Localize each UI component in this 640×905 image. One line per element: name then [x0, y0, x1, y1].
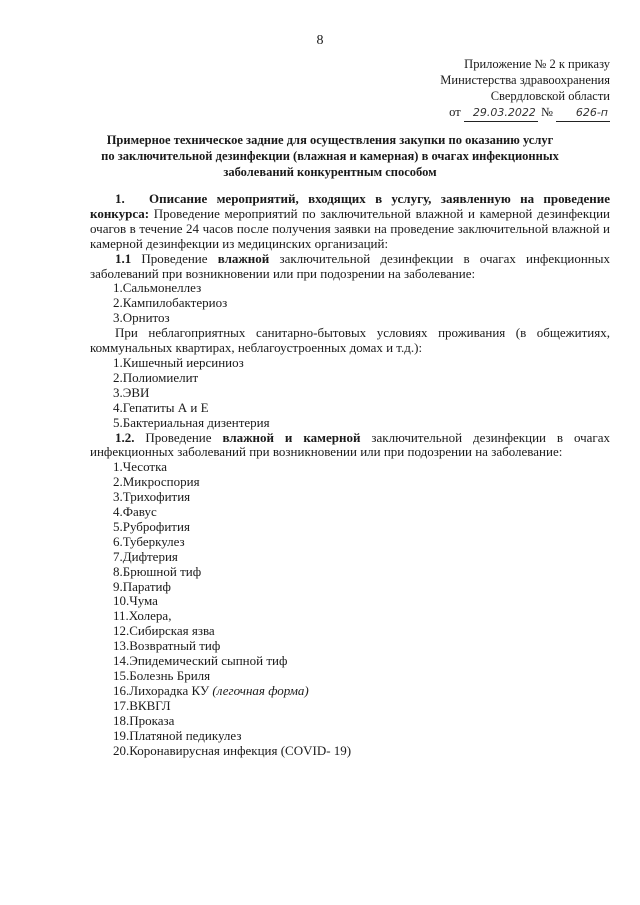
subsection-1-1-text-before: Проведение	[141, 250, 208, 266]
subsection-1-1-bold: влажной	[217, 250, 270, 266]
handwritten-number: 626-п	[556, 105, 610, 122]
list-item: 10.Чума	[113, 593, 158, 609]
section-1-heading: Описание мероприятий, входящих в услугу, заявленную на проведение конкурса:	[90, 191, 610, 221]
list-item: 1.Кишечный иерсиниоз	[113, 354, 244, 370]
appendix-line-2: Министерства здравоохранения	[440, 73, 610, 87]
subsection-1-2-paragraph	[90, 431, 610, 461]
list-item: 3.Орнитоз	[113, 310, 170, 326]
list-item: 17.ВКВГЛ	[113, 697, 171, 713]
page-number: 8	[316, 33, 324, 48]
item-16-italic: (легочная форма)	[212, 682, 309, 698]
title-line-3: заболеваний конкурентным способом	[223, 165, 437, 179]
list-item: 2.Микроспория	[113, 474, 200, 490]
subsection-1-1-text-after: заключительной дезинфекции в очагах инфекционных заболеваний при возникновении или при подозрении на заболевание:	[90, 250, 611, 281]
appendix-header	[440, 56, 610, 122]
unfavorable-conditions-paragraph: При неблагоприятных санитарно-бытовых условиях проживания (в общежитиях, коммунальных квартирах, неблагоустроенных домах и т.д.):	[90, 325, 610, 356]
document-body	[90, 192, 610, 758]
list-1-1	[90, 281, 610, 326]
subsection-1-2-text-before: Проведение	[145, 429, 212, 445]
list-item: 12.Сибирская язва	[113, 623, 215, 639]
list-item: 3.Трихофития	[113, 489, 191, 505]
handwritten-date: 29.03.2022	[464, 105, 538, 122]
list-item: 19.Платяной педикулез	[113, 727, 242, 743]
list-1-2	[90, 460, 610, 758]
list-item: 14.Эпидемический сыпной тиф	[113, 653, 288, 669]
section-1-text: Проведение мероприятий по заключительной влажной и камерной дезинфекции очагов в течение 24 часов после получения заявки на проведение заключительной влажной и камерной дезинфекции из медицинских организаций:	[90, 205, 610, 251]
list-item: 18.Проказа	[113, 712, 175, 728]
title-line-2: по заключительной дезинфекции (влажная и камерная) в очагах инфекционных	[101, 149, 559, 163]
title-line-1: Примерное техническое задние для осуществления закупки по оказанию услуг	[106, 133, 554, 147]
list-item: 15.Болезнь Бриля	[113, 668, 211, 683]
list-item: 4.Гепатиты А и Е	[113, 399, 209, 415]
section-1-number: 1.	[115, 191, 125, 206]
appendix-line-1: Приложение № 2 к приказу	[464, 57, 610, 71]
list-item: 3.ЭВИ	[113, 384, 150, 400]
document-title	[60, 132, 600, 180]
list-item: 20.Коронавирусная инфекция (COVID- 19)	[113, 742, 352, 758]
list-item: 7.Дифтерия	[113, 548, 178, 564]
appendix-line-3: Свердловской области	[490, 89, 610, 103]
list-item: 5.Руброфития	[113, 518, 190, 534]
list-item: 11.Холера,	[113, 608, 172, 624]
list-item: 2.Полиомиелит	[113, 369, 199, 385]
list-item	[90, 684, 610, 699]
subsection-1-2-bold: влажной и камерной	[222, 429, 361, 445]
list-item: 2.Кампилобактериоз	[113, 295, 228, 311]
list-item: 4.Фавус	[113, 504, 157, 520]
list-item: 8.Брюшной тиф	[113, 563, 202, 579]
list-item: 5.Бактериальная дизентерия	[113, 414, 270, 430]
subsection-1-1-number: 1.1	[115, 250, 132, 266]
number-label: №	[540, 105, 553, 119]
list-item: 1.Сальмонеллез	[113, 280, 202, 296]
section-1-paragraph	[90, 192, 610, 252]
subsection-1-1-paragraph	[90, 252, 610, 282]
list-item: 13.Возвратный тиф	[113, 638, 221, 654]
from-label: от	[449, 105, 461, 119]
subsection-1-2-text-after: заключительной дезинфекции в очагах инфекционных заболеваний при возникновении или при подозрении на заболевание:	[90, 429, 611, 460]
list-item: 6.Туберкулез	[113, 533, 185, 549]
appendix-date-line	[440, 104, 610, 122]
list-item: 1.Чесотка	[113, 459, 167, 475]
list-1-1-b	[90, 356, 610, 431]
subsection-1-2-number: 1.2.	[115, 429, 135, 445]
list-item: 9.Паратиф	[113, 578, 171, 594]
item-16-prefix: 16.Лихорадка КУ	[113, 682, 210, 698]
